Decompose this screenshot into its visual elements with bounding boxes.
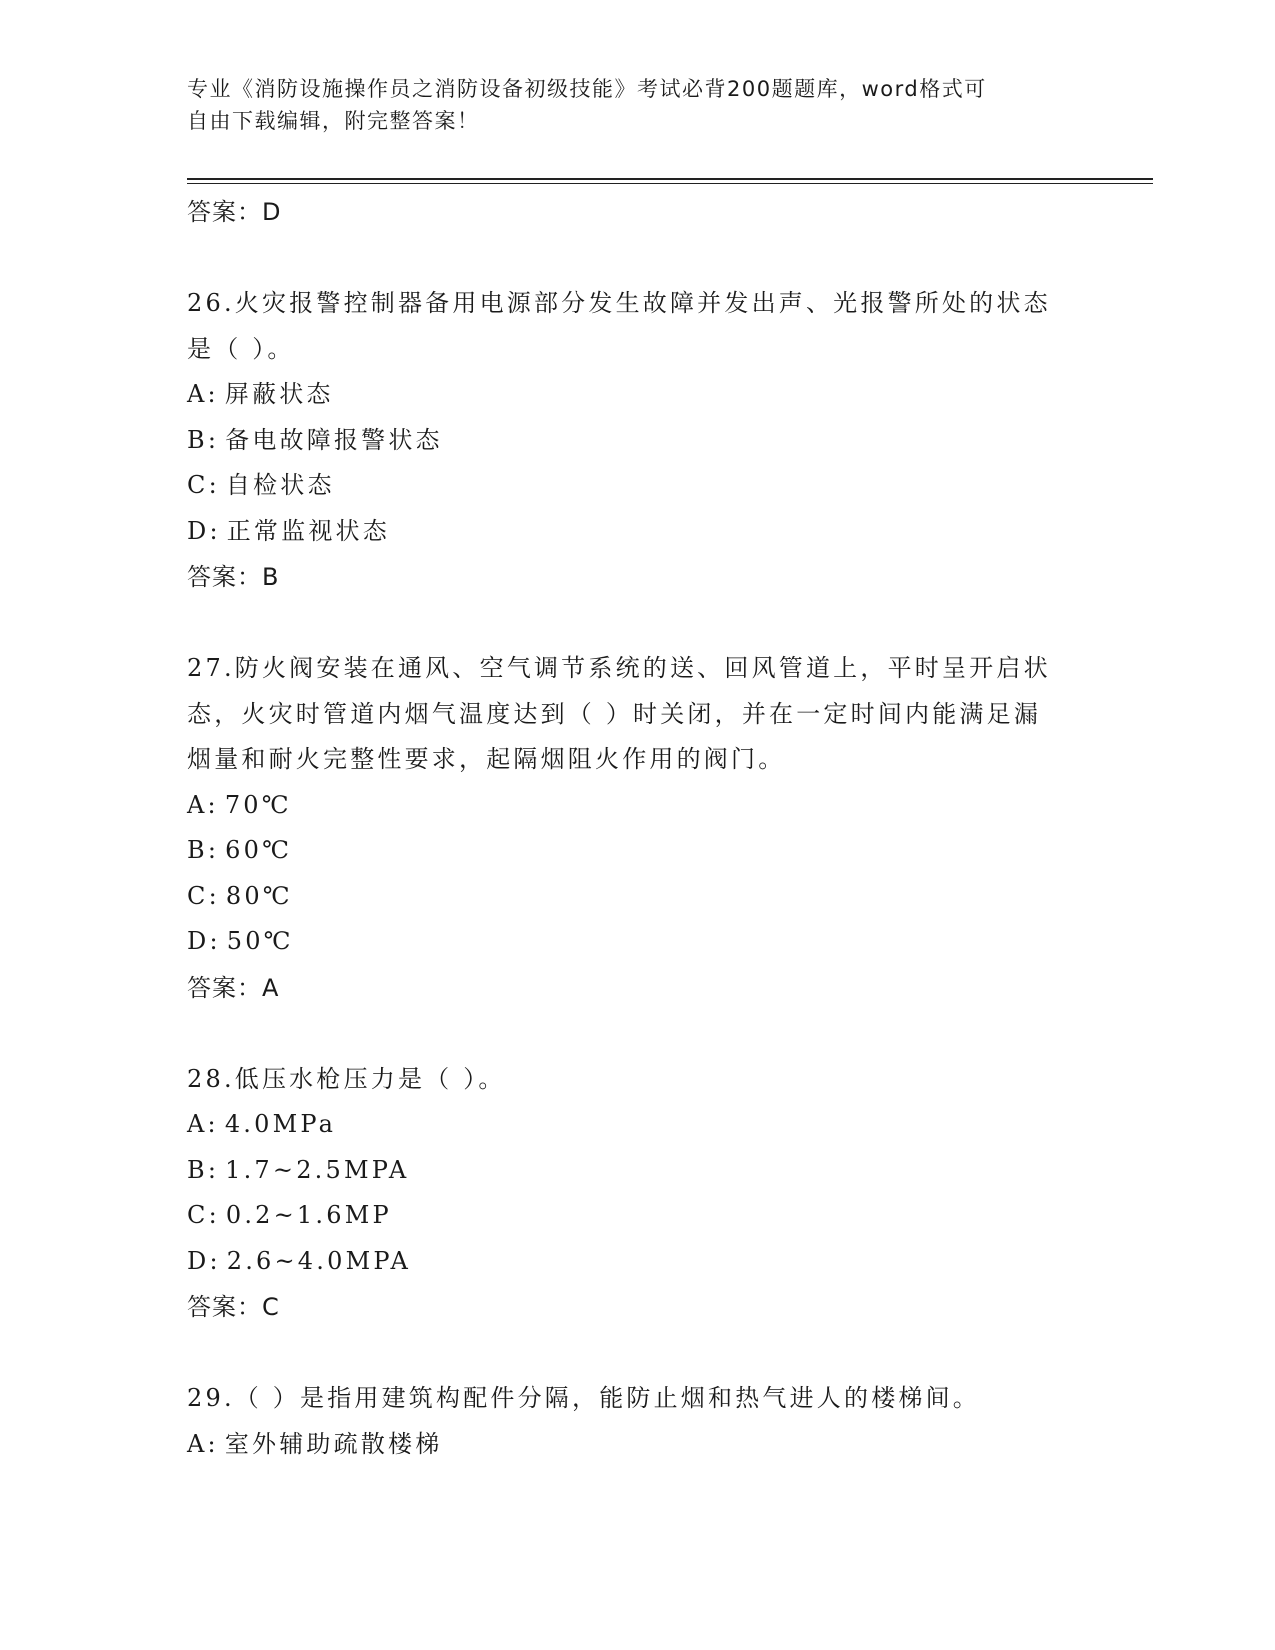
option-letter: A: xyxy=(187,1429,219,1458)
header-line-1: 专业《消防设施操作员之消防设备初级技能》考试必背200题题库，word格式可 xyxy=(187,77,987,101)
option-c xyxy=(187,463,1087,509)
option-c xyxy=(187,874,1087,920)
option-b xyxy=(187,1148,1087,1194)
question-text: 29.（ ）是指用建筑构配件分隔，能防止烟和热气进人的楼梯间。 xyxy=(187,1384,980,1412)
question-list xyxy=(187,189,1087,1467)
spacer xyxy=(187,235,1087,281)
option-d xyxy=(187,1239,1087,1285)
question-text: 26.火灾报警控制器备用电源部分发生故障并发出声、光报警所处的状态是（ ）。 xyxy=(187,289,1051,363)
option-letter: B: xyxy=(187,1155,220,1184)
option-letter: C: xyxy=(187,881,220,910)
header-line-2: 自由下载编辑，附完整答案！ xyxy=(187,109,480,133)
option-d xyxy=(187,919,1087,965)
option-text: 2.6~4.0MPA xyxy=(226,1246,412,1275)
option-letter: C: xyxy=(187,471,220,499)
option-text: 80℃ xyxy=(225,881,293,910)
option-a xyxy=(187,783,1087,829)
question-28 xyxy=(187,1057,1087,1331)
option-letter: C: xyxy=(187,1201,220,1229)
option-text: 屏蔽状态 xyxy=(224,380,334,408)
answer-previous: 答案：D xyxy=(187,198,282,226)
option-b xyxy=(187,828,1087,874)
option-text: 70℃ xyxy=(224,790,292,819)
option-letter: B: xyxy=(187,425,220,454)
option-text: 备电故障报警状态 xyxy=(225,425,443,454)
option-letter: A: xyxy=(187,790,219,819)
option-text: 1.7~2.5MPA xyxy=(225,1155,410,1184)
question-text: 28.低压水枪压力是（ ）。 xyxy=(187,1064,506,1093)
answer: 答案：B xyxy=(187,563,280,591)
question-text: 27.防火阀安装在通风、空气调节系统的送、回风管道上，平时呈开启状态，火灾时管道内烟气温度达到（ ）时关闭，并在一定时间内能满足漏烟量和耐火完整性要求，起隔烟阻火作用的阀门。 xyxy=(187,654,1051,773)
question-29 xyxy=(187,1376,1087,1467)
spacer xyxy=(187,1330,1087,1376)
header-divider-thick xyxy=(187,178,1153,180)
spacer xyxy=(187,600,1087,646)
option-letter: B: xyxy=(187,836,220,864)
option-a xyxy=(187,1422,1087,1468)
option-c xyxy=(187,1193,1087,1239)
option-letter: D: xyxy=(187,516,221,545)
option-d xyxy=(187,509,1087,555)
option-text: 60℃ xyxy=(225,836,293,864)
option-b xyxy=(187,418,1087,464)
header-divider-thin xyxy=(187,183,1153,184)
question-27 xyxy=(187,646,1087,1011)
option-a xyxy=(187,372,1087,418)
question-26 xyxy=(187,281,1087,600)
option-text: 50℃ xyxy=(226,927,294,955)
option-letter: D: xyxy=(187,927,221,955)
option-letter: A: xyxy=(187,1110,219,1138)
option-text: 正常监视状态 xyxy=(226,516,390,545)
option-text: 0.2~1.6MP xyxy=(225,1201,392,1229)
option-a xyxy=(187,1102,1087,1148)
answer: 答案：A xyxy=(187,973,280,1002)
spacer xyxy=(187,1011,1087,1057)
option-text: 自检状态 xyxy=(225,471,335,499)
option-text: 室外辅助疏散楼梯 xyxy=(224,1429,443,1458)
option-letter: A: xyxy=(187,380,219,408)
option-text: 4.0MPa xyxy=(224,1110,337,1138)
document-header xyxy=(187,73,1067,137)
option-letter: D: xyxy=(187,1246,221,1275)
answer: 答案：C xyxy=(187,1293,280,1321)
